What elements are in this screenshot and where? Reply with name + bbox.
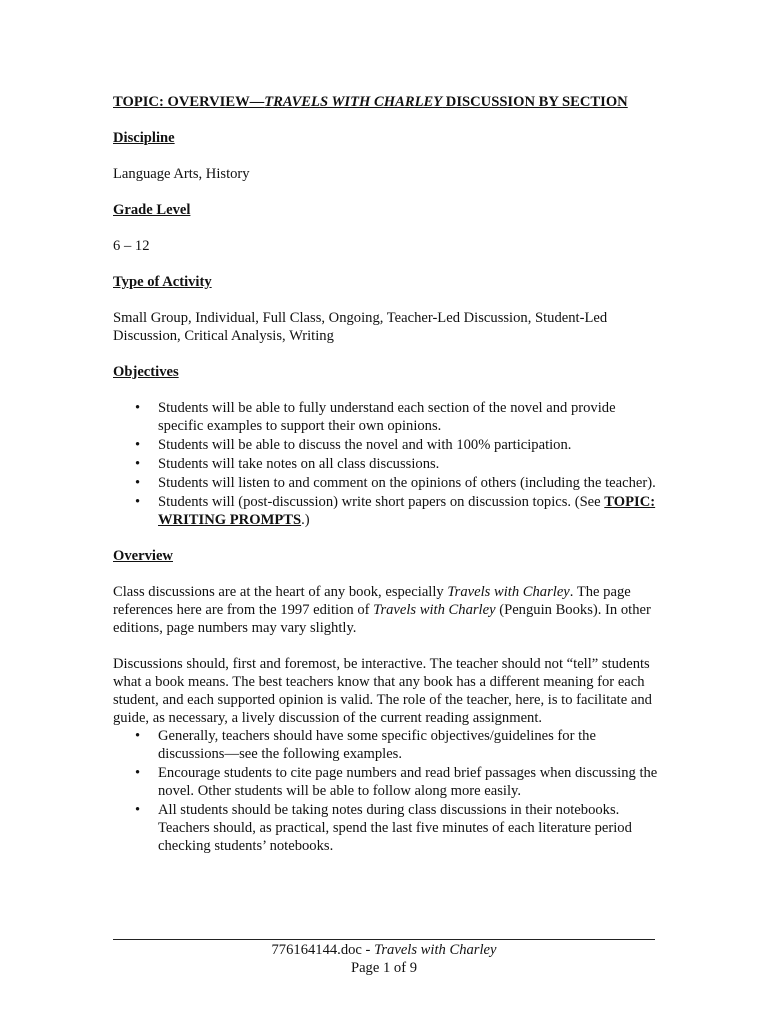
bullet-icon: • bbox=[135, 802, 141, 818]
list-item: • Students will (post-discussion) write short papers on discussion topics. (See TOPIC: WRITING PROMPTS.) bbox=[135, 494, 656, 528]
footer-divider bbox=[113, 939, 655, 940]
bullet-icon: • bbox=[135, 400, 141, 416]
activity-type-text: Small Group, Individual, Full Class, Ongoing, Teacher-Led Discussion, Student-Led Discussion, Critical Analysis, Writing bbox=[113, 310, 608, 344]
list-item: • Students will listen to and comment on the opinions of others (including the teacher). bbox=[135, 475, 656, 491]
overview-heading: Overview bbox=[113, 548, 173, 564]
list-item: • Students will be able to discuss the novel and with 100% participation. bbox=[135, 437, 572, 453]
objectives-list bbox=[113, 399, 658, 529]
overview-list bbox=[113, 727, 658, 855]
list-item: • Encourage students to cite page numbers and read brief passages when discussing the novel. Other students will be able to follow along more easily. bbox=[135, 765, 658, 799]
discipline-text: Language Arts, History bbox=[113, 166, 250, 182]
grade-level-text: 6 – 12 bbox=[113, 238, 150, 254]
page-footer bbox=[113, 941, 655, 977]
overview-paragraph-2: Discussions should, first and foremost, be interactive. The teacher should not “tell” students what a book means. The best teachers know that any book has a different meaning for each student, and each supported opinion is valid. The role of the teacher, here, is to facilitate and guide, as necessary, a lively discussion of the current reading assignment. bbox=[113, 656, 652, 726]
page-number: Page 1 of 9 bbox=[350, 960, 418, 976]
bullet-icon: • bbox=[135, 456, 141, 472]
bullet-icon: • bbox=[135, 494, 141, 510]
discipline-heading: Discipline bbox=[113, 130, 175, 146]
list-item: • Students will be able to fully understand each section of the novel and provide specific examples to support their own opinions. bbox=[135, 400, 616, 434]
list-item: • Generally, teachers should have some specific objectives/guidelines for the discussions—see the following examples. bbox=[135, 728, 596, 762]
grade-level-heading: Grade Level bbox=[113, 202, 191, 218]
bullet-icon: • bbox=[135, 728, 141, 744]
bullet-icon: • bbox=[135, 475, 141, 491]
writing-prompts-link[interactable]: TOPIC: WRITING PROMPTS bbox=[158, 494, 656, 528]
overview-paragraph-1: Class discussions are at the heart of any book, especially Travels with Charley. The page references here are from the 1997 edition of Travels with Charley (Penguin Books). In other editions, page numbers may vary slightly. bbox=[113, 584, 651, 636]
list-item: • Students will take notes on all class discussions. bbox=[135, 456, 440, 472]
footer-filename: 776164144.doc - Travels with Charley bbox=[271, 942, 497, 958]
list-item: • All students should be taking notes during class discussions in their notebooks. Teachers should, as practical, spend the last five minutes of each literature period checking students’ notebooks. bbox=[135, 802, 632, 854]
bullet-icon: • bbox=[135, 765, 141, 781]
page-title: TOPIC: OVERVIEW—TRAVELS WITH CHARLEY DISCUSSION BY SECTION bbox=[113, 94, 628, 110]
objectives-heading: Objectives bbox=[113, 364, 179, 380]
document-body bbox=[113, 93, 658, 856]
activity-type-heading: Type of Activity bbox=[113, 274, 212, 290]
bullet-icon: • bbox=[135, 437, 141, 453]
